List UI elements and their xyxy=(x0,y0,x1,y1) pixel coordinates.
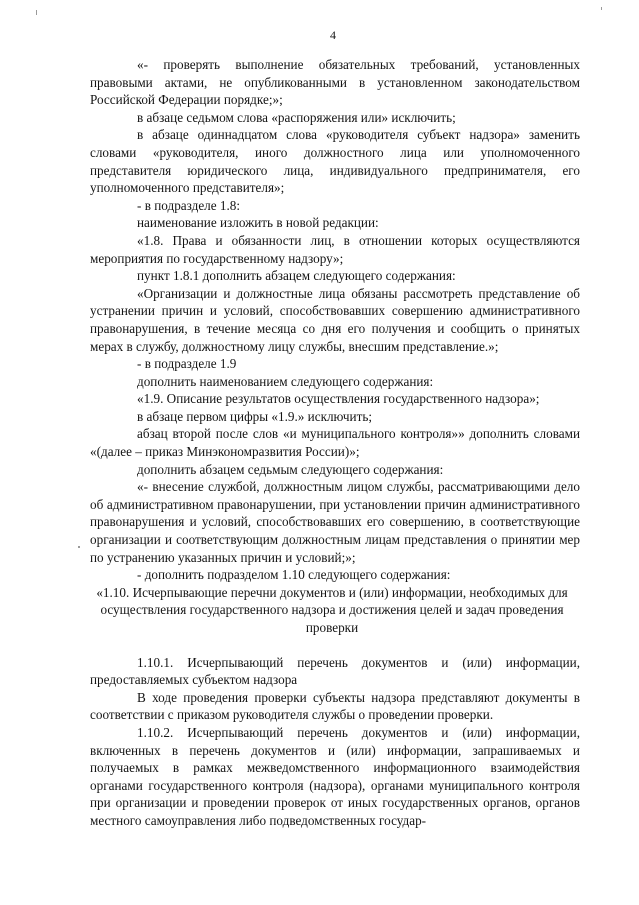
paragraph-20: 1.10.2. Исчерпывающий перечень документов и (или) информации, включенных в перечень документов и (или) информации, запрашиваемых и получаемых в рамках межведомственного информационного взаимодействия органами государственного контроля (надзора), органами муниципального контроля при организации и проведении проверок от иных государственных органов, органов местного самоуправления либо подведомственных государ- xyxy=(90,724,580,828)
paragraph-2: в абзаце седьмом слова «распоряжения или» исключить; xyxy=(137,109,456,125)
paragraph-8: «Организации и должностные лица обязаны рассмотреть представление об устранении причин и условий, способствовавших совершению административного правонарушения, в течение месяца со дня его получения и сообщить о принятых мерах в службу, должностному лицу службы, внесшим представление.»; xyxy=(90,285,580,354)
scan-speck xyxy=(78,546,80,548)
paragraph-18: 1.10.1. Исчерпывающий перечень документов и (или) информации, предоставляемых субъектом надзора xyxy=(90,654,580,688)
paragraph-4: - в подразделе 1.8: xyxy=(137,197,241,213)
paragraph-15: «- внесение службой, должностным лицом службы, рассматривающими дело об административном правонарушении, при установлении причин административного правонарушения и условий, способствовавших его совершению, в соответствующие организации и соответствующим должностным лицам представления о принятии мер по устранению указанных причин и условий;»; xyxy=(90,479,580,565)
paragraph-10: дополнить наименованием следующего содержания: xyxy=(137,373,434,389)
paragraph-19: В ходе проведения проверки субъекты надзора представляют документы в соответствии с приказом руководителя службы о проведении проверки. xyxy=(90,689,580,723)
document-page xyxy=(90,28,580,830)
paragraph-7: пункт 1.8.1 дополнить абзацем следующего содержания: xyxy=(137,268,456,284)
paragraph-12: в абзаце первом цифры «1.9.» исключить; xyxy=(137,408,373,424)
paragraph-13: абзац второй после слов «и муниципального контроля»» дополнить словами «(далее – приказ Минэкономразвития России)»; xyxy=(90,426,580,460)
scan-speck xyxy=(601,7,602,10)
paragraph-9: - в подразделе 1.9 xyxy=(137,356,237,372)
paragraph-5: наименование изложить в новой редакции: xyxy=(137,215,379,231)
paragraph-11: «1.9. Описание результатов осуществления государственного надзора»; xyxy=(137,391,540,407)
section-heading: «1.10. Исчерпывающие перечни документов и (или) информации, необходимых для осуществления государственного надзора и достижения целей и задач проведения проверки xyxy=(96,584,568,635)
page-number: 4 xyxy=(330,28,336,42)
scan-speck xyxy=(36,10,37,15)
paragraph-3: в абзаце одиннадцатом слова «руководителя субъект надзора» заменить словами «руководителя, иного должностного лица или уполномоченного представителя юридического лица, индивидуального предпринимателя, его уполномоченного представителя»; xyxy=(90,127,580,196)
paragraph-14: дополнить абзацем седьмым следующего содержания: xyxy=(137,461,444,477)
paragraph-1: «- проверять выполнение обязательных требований, установленных правовыми актами, не опубликованными в установленном законодательством Российской Федерации порядке;»; xyxy=(90,57,580,108)
paragraph-16: - дополнить подразделом 1.10 следующего содержания: xyxy=(137,567,451,583)
paragraph-6: «1.8. Права и обязанности лиц, в отношении которых осуществляются мероприятия по государственному надзору»; xyxy=(90,232,580,266)
